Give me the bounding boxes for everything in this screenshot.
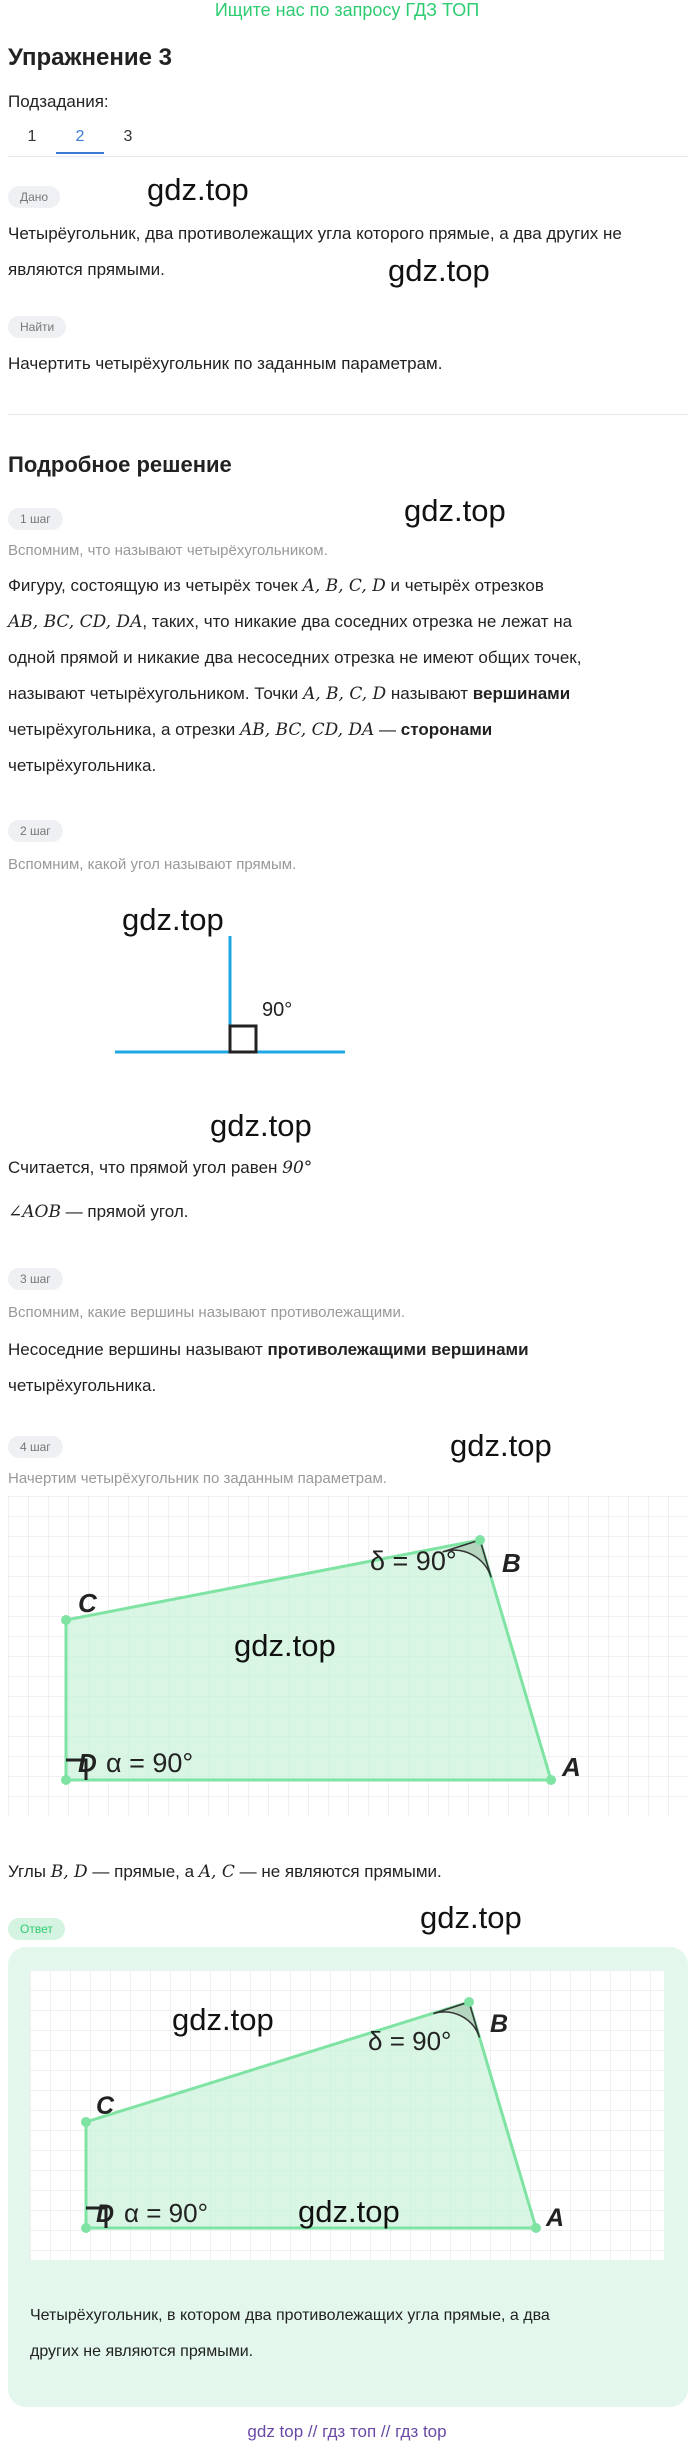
answer-figure: [30, 1970, 664, 2260]
step-1-line-5: [8, 712, 492, 748]
tab-3[interactable]: 3: [123, 128, 133, 145]
math: A, B, C, D: [302, 576, 386, 596]
text-run: Несоседние вершины называют: [8, 1340, 268, 1359]
footer-links[interactable]: gdz top // гдз топ // гдз top: [247, 2422, 447, 2441]
step-1-line-6: четырёхугольника.: [8, 756, 157, 775]
text-run: — прямые, а: [87, 1862, 199, 1881]
vertex-a: [531, 2223, 541, 2233]
right-angle-mark: [230, 1026, 256, 1052]
bold-term: сторонами: [400, 720, 493, 739]
answer-line-1: Четырёхугольник, в котором два противолежащих угла прямые, а два: [30, 2307, 550, 2324]
page-title: Упражнение 3: [8, 44, 172, 71]
text-run: четырёхугольника, а отрезки: [8, 720, 240, 739]
watermark: gdz.top: [210, 1108, 312, 1143]
step-3-line-2: четырёхугольника.: [8, 1376, 157, 1395]
label-b: B: [502, 1548, 521, 1578]
tab-2[interactable]: 2: [56, 122, 104, 154]
vertex-c: [61, 1615, 71, 1625]
bold-term: противолежащими вершинами: [267, 1340, 529, 1359]
given-badge: Дано: [8, 186, 60, 208]
vertex-c: [81, 2117, 91, 2127]
alpha-label: α = 90°: [106, 1748, 194, 1778]
delta-label: δ = 90°: [368, 2026, 452, 2056]
step-3-line-1: [8, 1332, 529, 1368]
watermark: gdz.top: [147, 172, 249, 207]
answer-badge: Ответ: [8, 1918, 65, 1940]
watermark: gdz.top: [404, 493, 506, 528]
step-1-line-2: [8, 604, 572, 640]
text-run: — прямой угол.: [60, 1202, 189, 1221]
step-4-badge: 4 шаг: [8, 1436, 63, 1458]
vertex-d: [61, 1775, 71, 1785]
subtasks-label: Подзадания:: [8, 92, 109, 111]
math: ∠AOB: [8, 1202, 61, 1222]
watermark: gdz.top: [450, 1428, 552, 1463]
step-2-line-1: [8, 1150, 312, 1186]
step-3-badge: 3 шаг: [8, 1268, 63, 1290]
text-run: и четырёх отрезков: [385, 576, 544, 595]
find-badge: Найти: [8, 316, 66, 338]
step-4-hint: Начертим четырёхугольник по заданным параметрам.: [8, 1470, 387, 1487]
step-1-badge: 1 шаг: [8, 508, 63, 530]
label-a: A: [562, 1752, 581, 1782]
math: AB, BC, CD, DA: [8, 612, 143, 632]
label-c: C: [96, 2092, 115, 2120]
given-line-1: Четырёугольник, два противолежащих угла которого прямые, а два других не: [8, 224, 622, 243]
math: 90°: [282, 1158, 313, 1178]
subtasks-tabs: [8, 122, 152, 154]
label-d: D: [96, 2200, 115, 2228]
quadrilateral-figure: [8, 1496, 688, 1816]
text-run: —: [374, 720, 401, 739]
step-2-line-2: [8, 1194, 189, 1230]
label-c: C: [78, 1588, 97, 1618]
watermark: gdz.top: [122, 902, 224, 937]
math: AB, BC, CD, DA: [239, 720, 375, 740]
delta-label: δ = 90°: [370, 1546, 457, 1576]
watermark: gdz.top: [172, 2002, 274, 2037]
step-3-hint: Вспомним, какие вершины называют противолежащими.: [8, 1304, 406, 1321]
text-run: Считается, что прямой угол равен: [8, 1158, 283, 1177]
vertex-a: [546, 1775, 556, 1785]
text-run: Фигуру, состоящую из четырёх точек: [8, 576, 303, 595]
alpha-label: α = 90°: [124, 2198, 208, 2228]
math: A, C: [198, 1862, 235, 1882]
label-b: B: [490, 2010, 509, 2038]
text-run: — не являются прямыми.: [234, 1862, 442, 1881]
text-run: называют четырёхугольником. Точки: [8, 684, 303, 703]
watermark: gdz.top: [298, 2194, 400, 2229]
label-a: A: [546, 2204, 565, 2232]
watermark: gdz.top: [388, 253, 490, 288]
vertex-b: [464, 1997, 474, 2007]
step-2-hint: Вспомним, какой угол называют прямым.: [8, 856, 297, 873]
top-banner[interactable]: Ищите нас по запросу ГДЗ ТОП: [214, 0, 480, 20]
step-4-conclusion: [8, 1854, 442, 1890]
watermark: gdz.top: [420, 1900, 522, 1935]
math: B, D: [50, 1862, 88, 1882]
step-2-badge: 2 шаг: [8, 820, 63, 842]
bold-term: вершинами: [472, 684, 571, 703]
tab-1[interactable]: 1: [27, 128, 37, 145]
divider: [8, 414, 688, 415]
angle-label: 90°: [262, 999, 293, 1021]
watermark: gdz.top: [234, 1628, 336, 1663]
step-1-line-3: одной прямой и никакие два несоседних отрезка не имеют общих точек,: [8, 648, 582, 667]
text-run: , таких, что никакие два соседних отрезка не лежат на: [142, 612, 573, 631]
step-1-hint: Вспомним, что называют четырёхугольником.: [8, 542, 328, 559]
divider: [8, 156, 688, 157]
vertex-b: [475, 1535, 485, 1545]
given-line-2: являются прямыми.: [8, 260, 165, 279]
step-1-line-4: [8, 676, 570, 712]
solution-title: Подробное решение: [8, 452, 232, 477]
math: A, B, C, D: [302, 684, 387, 704]
right-angle-figure: [100, 930, 360, 1060]
step-1-line-1: [8, 568, 544, 604]
vertex-d: [81, 2223, 91, 2233]
text-run: называют: [386, 684, 473, 703]
answer-line-2: других не являются прямыми.: [30, 2343, 254, 2360]
label-d: D: [78, 1748, 97, 1778]
find-text: Начертить четырёхугольник по заданным параметрам.: [8, 354, 443, 373]
text-run: Углы: [8, 1862, 51, 1881]
